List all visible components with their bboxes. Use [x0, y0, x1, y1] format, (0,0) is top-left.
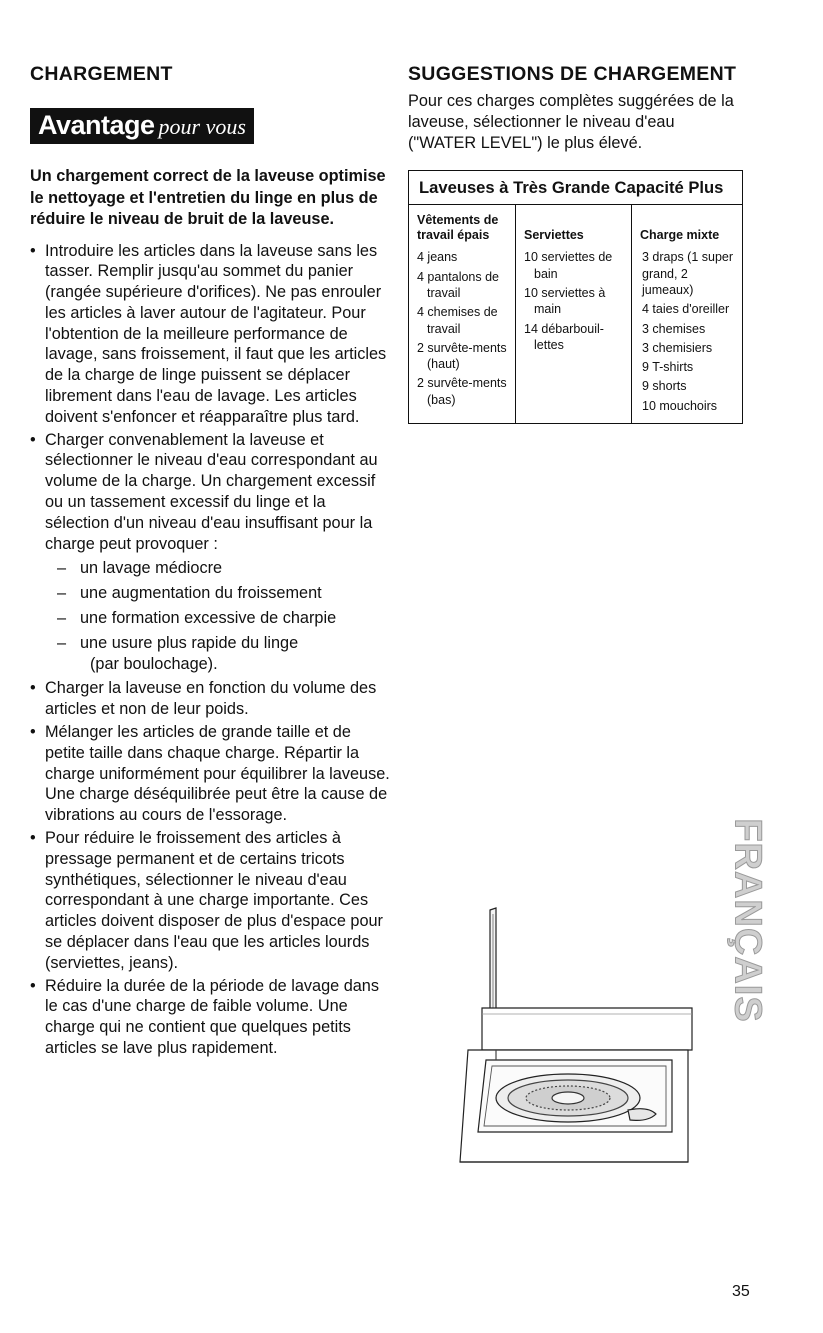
language-side-tab	[727, 810, 767, 1030]
column-header: Serviettes	[524, 228, 584, 243]
bullet-item	[30, 430, 390, 675]
list-item: 2 survête-ments (haut)	[417, 340, 507, 372]
sub-item-text: un lavage médiocre	[80, 559, 223, 578]
list-item: 9 shorts	[642, 379, 687, 394]
list-item: 4 taies d'oreiller	[642, 302, 730, 317]
bullet-item	[30, 976, 390, 1059]
bullet-text: Charger convenablement la laveuse et sélectionner le niveau d'eau correspondant au volume de la charge. Un chargement excessif ou un tassement excessif du linge et la sélection d'un niveau d'eau insuffisant pour la charge peut provoquer :	[45, 430, 378, 553]
badge-bold-text: Avantage	[38, 110, 155, 140]
list-item: 3 chemisiers	[642, 340, 713, 355]
column-heavy-workwear	[409, 205, 516, 423]
list-item: 4 jeans	[417, 250, 458, 265]
language-label: FRANÇAIS	[726, 817, 769, 1023]
avantage-badge	[30, 108, 254, 144]
bullet-text: Charger la laveuse en fonction du volume des articles et non de leur poids.	[45, 679, 377, 719]
bullet-item	[30, 678, 390, 720]
bullet-item	[30, 828, 390, 974]
bullet-text: Mélanger les articles de grande taille et de petite taille dans chaque charge. Répartir la charge uniformément pour équilibrer la laveuse. Une charge déséquilibrée peut être la cause de vibrations au cours de l'essorage.	[45, 723, 390, 825]
sub-item	[45, 558, 390, 579]
list-item: 9 T-shirts	[642, 360, 694, 375]
sub-item	[45, 633, 390, 675]
loading-bullet-list	[30, 241, 390, 1059]
right-column	[408, 62, 743, 424]
column-header: Charge mixte	[640, 228, 720, 243]
list-item: 10 mouchoirs	[642, 398, 718, 413]
page-number: 35	[732, 1283, 750, 1300]
list-item: 4 pantalons de travail	[417, 269, 500, 300]
column-header: Vêtements de travail épais	[417, 213, 499, 243]
list-item: 10 serviettes à main	[524, 285, 606, 317]
sub-item-text: une usure plus rapide du linge	[80, 633, 299, 652]
bullet-item	[30, 722, 390, 826]
washer-illustration	[452, 900, 712, 1170]
bullet-item	[30, 241, 390, 428]
bullet-text: Pour réduire le froissement des articles à pressage permanent et de certains tricots synthétiques, sélectionner le niveau d'eau correspondant à une charge importante. Ces articles doivent disposer de plus d'espace pour se déplacer dans l'eau que les articles lourds (serviettes, jeans).	[45, 829, 383, 972]
list-item: 2 survête-ments (bas)	[417, 376, 507, 407]
sub-item-continuation: (par boulochage).	[90, 654, 218, 673]
consequence-list	[45, 558, 390, 674]
list-item: 3 draps (1 super grand, 2 jumeaux)	[642, 250, 734, 297]
list-item: 4 chemises de travail	[417, 305, 498, 336]
sub-item	[45, 583, 390, 604]
sub-item-text: une augmentation du froissement	[80, 584, 322, 603]
section-title-chargement: CHARGEMENT	[30, 63, 173, 85]
list-item: 3 chemises	[642, 321, 706, 336]
section-title-suggestions: SUGGESTIONS DE CHARGEMENT	[408, 63, 737, 85]
dash: –	[57, 609, 67, 628]
dash: –	[57, 559, 67, 578]
dash: –	[57, 633, 67, 652]
column-towels	[516, 205, 632, 423]
intro-paragraph: Un chargement correct de la laveuse optimise le nettoyage et l'entretien du linge en plus de réduire le niveau de bruit de la laveuse.	[30, 167, 386, 228]
table-columns	[409, 205, 742, 423]
left-column	[30, 62, 390, 1061]
table-title: Laveuses à Très Grande Capacité Plus	[409, 171, 742, 205]
load-suggestions-table	[408, 170, 743, 424]
list-item: 14 débarbouil-lettes	[524, 321, 604, 352]
list-item: 10 serviettes de bain	[524, 250, 613, 281]
badge-italic-text: pour vous	[158, 114, 246, 139]
bullet-text: Introduire les articles dans la laveuse sans les tasser. Remplir jusqu'au sommet du panier (rangée supérieure d'orifices). Ne pas enrouler les articles à laver autour de l'agitateur. Pour l'obtention de la meilleure performance de lavage, sans froissement, il faut que les articles de la charge de linge puissent se déplacer librement dans l'eau de lavage. Les articles doivent s'enfoncer et réapparaître plus tard.	[45, 241, 387, 426]
suggestions-intro: Pour ces charges complètes suggérées de la laveuse, sélectionner le niveau d'eau ("WATER LEVEL") le plus élevé.	[408, 92, 734, 152]
column-mixed-load	[632, 205, 742, 423]
sub-item-text: une formation excessive de charpie	[80, 609, 337, 628]
dash: –	[57, 584, 67, 603]
sub-item	[45, 608, 390, 629]
bullet-text: Réduire la durée de la période de lavage dans le cas d'une charge de faible volume. Une charge qui ne contient que quelques petits articles se lave plus rapidement.	[45, 976, 380, 1057]
